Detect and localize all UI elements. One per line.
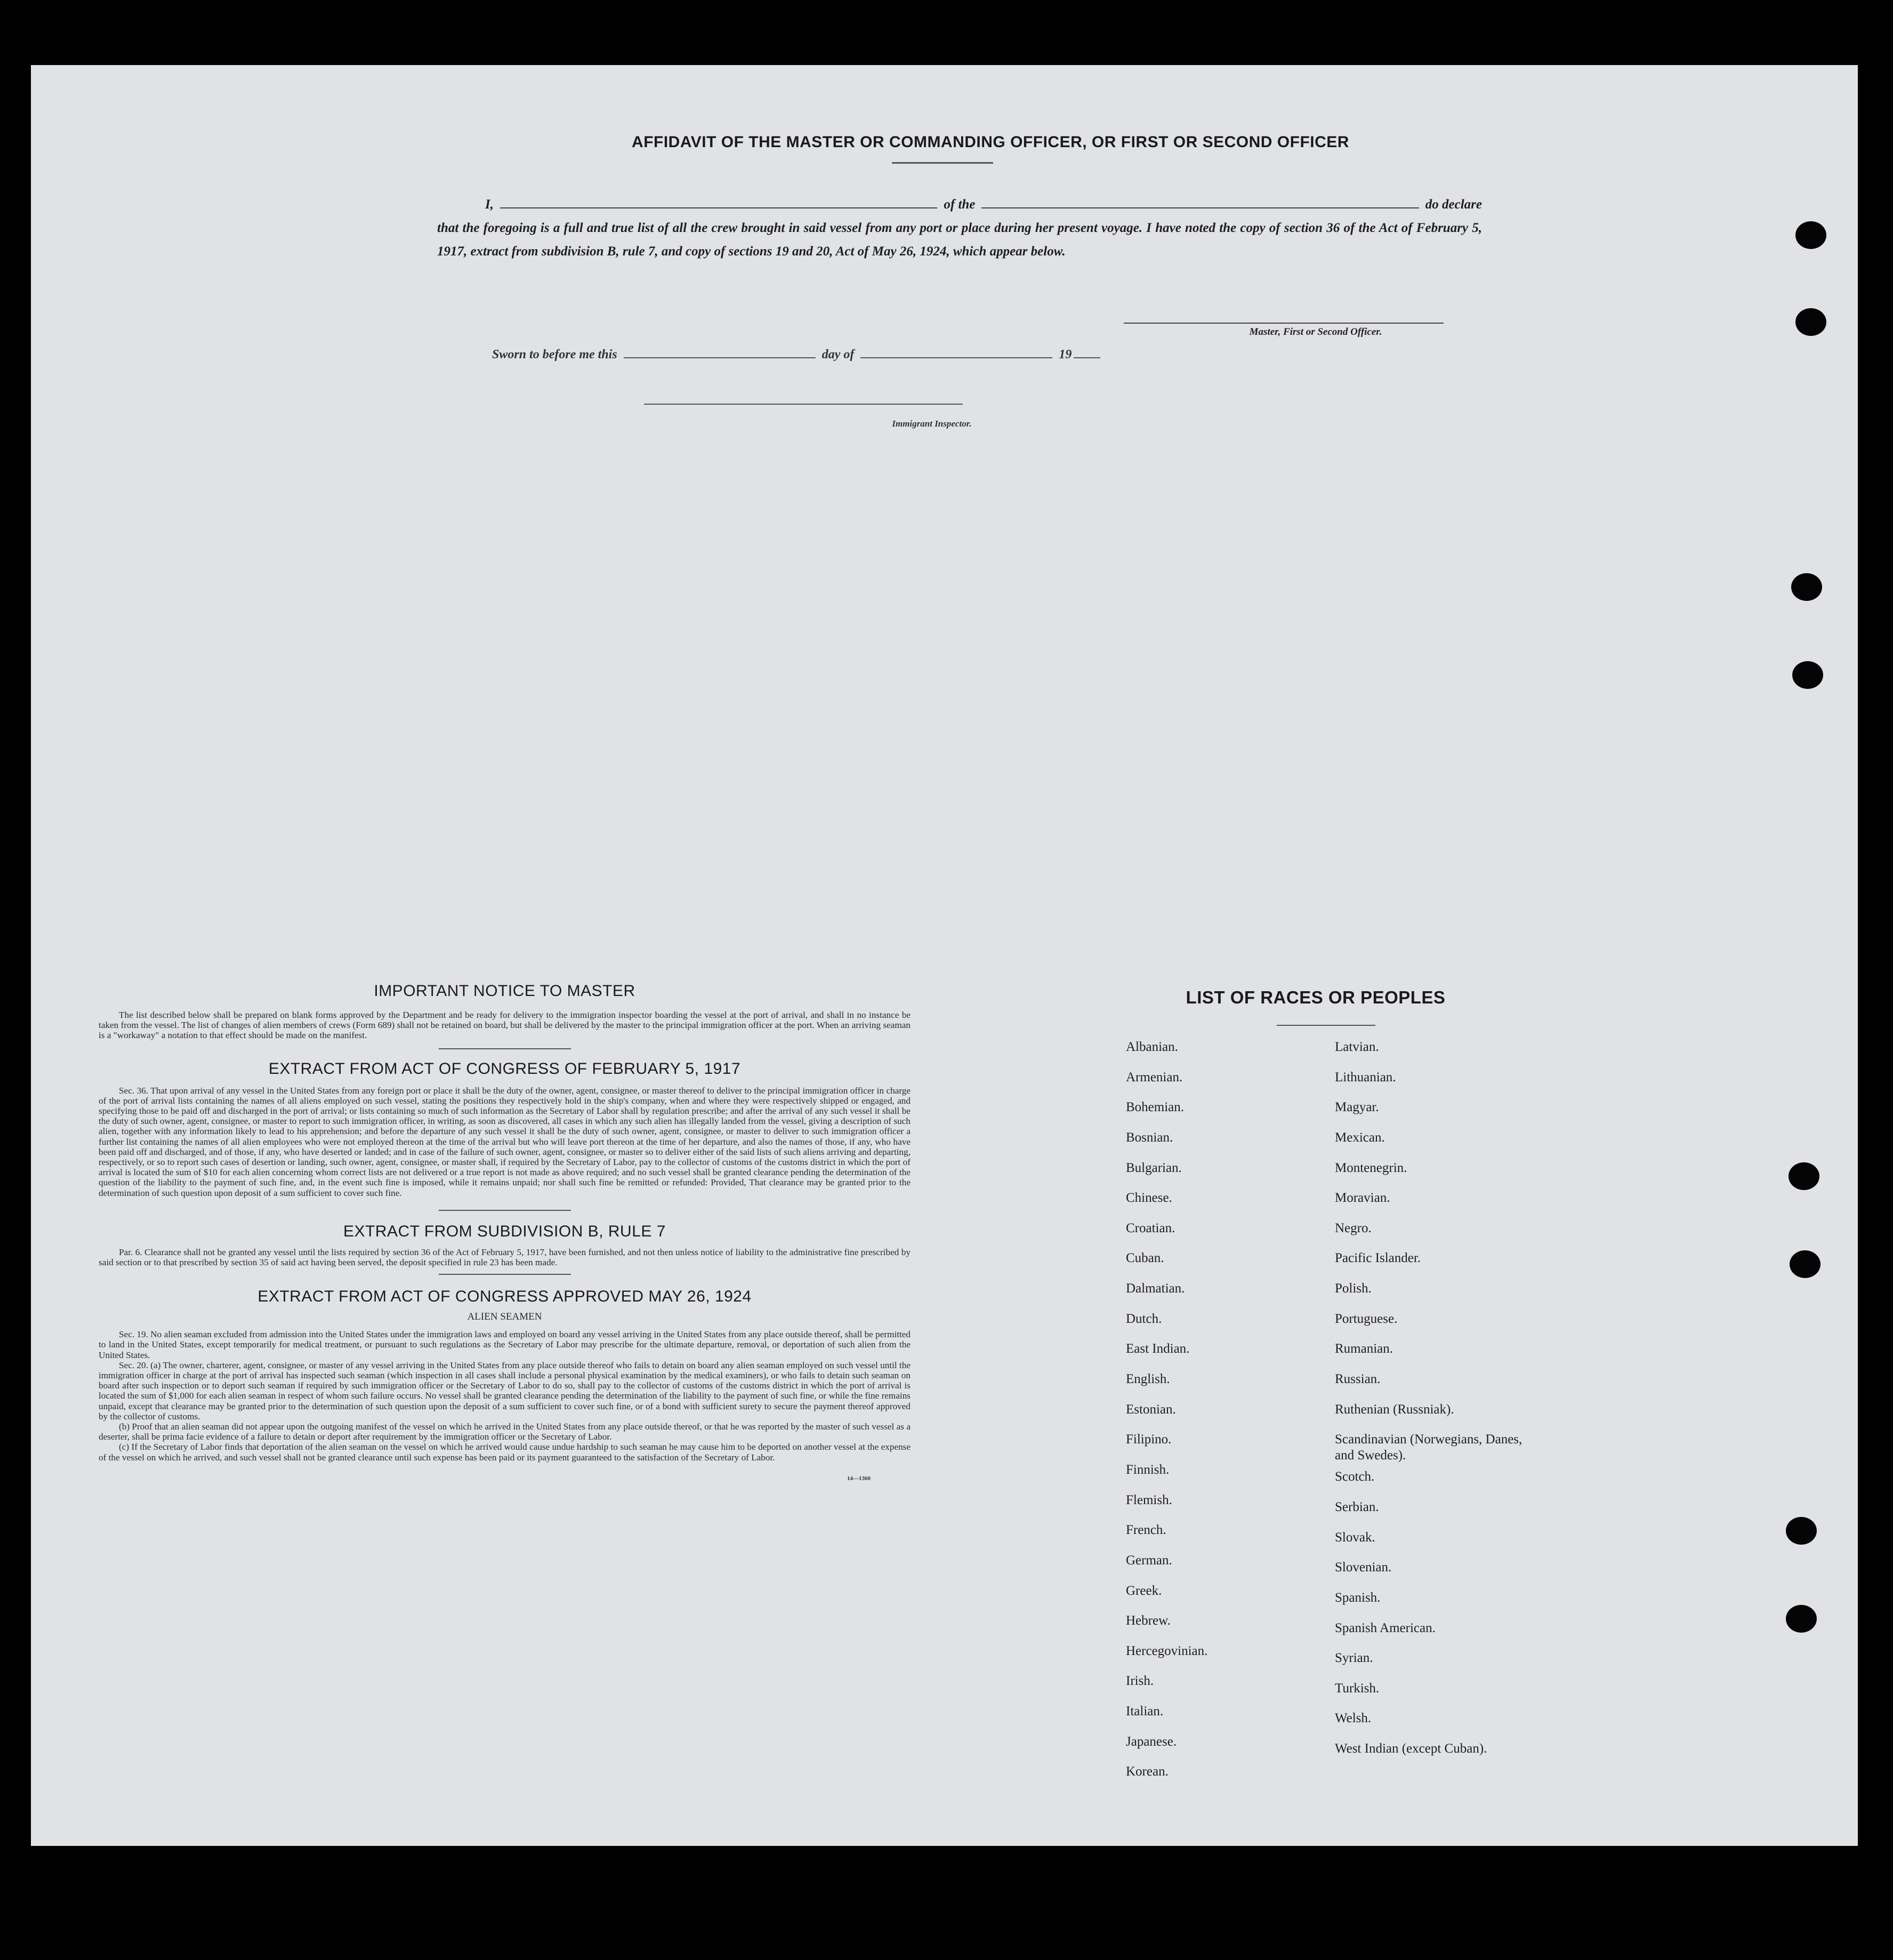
race-item: Dalmatian.	[1126, 1281, 1185, 1296]
name-blank-field[interactable]	[500, 197, 937, 208]
race-item: Turkish.	[1335, 1681, 1380, 1696]
race-item: Russian.	[1335, 1372, 1381, 1387]
race-item: Spanish American.	[1335, 1620, 1436, 1635]
inspector-signature-line[interactable]	[644, 404, 963, 405]
race-item: Bohemian.	[1126, 1100, 1185, 1115]
extract-1917-title: EXTRACT FROM ACT OF CONGRESS OF FEBRUARY 5, 1917	[268, 1059, 741, 1078]
extract-rule7-text: Par. 6. Clearance shall not be granted any vessel until the lists required by section 36 of the Act of February 5, 1917, have been furnished, and not then unless notice of liability to the administrative fine prescribed by said section or to that prescribed by section 35 of said act having been served, the deposit specified in rule 23 has been made.	[99, 1247, 911, 1268]
race-item: Cuban.	[1126, 1251, 1164, 1266]
race-item: Polish.	[1335, 1281, 1372, 1296]
race-item: Scandinavian (Norwegians, Danes, and Swedes).	[1335, 1432, 1523, 1463]
races-column-1	[1126, 1039, 1207, 1794]
race-item: Estonian.	[1126, 1402, 1176, 1417]
affidavit-declaration-line	[437, 193, 1482, 216]
notice-text: The list described below shall be prepared on blank forms approved by the Department and be ready for delivery to the immigration inspector boarding the vessel at the port of arrival, and shall in no instance be taken from the vessel. The list of changes of alien members of crews (Form 689) shall not be retained on board, but shall be delivered by the master to the principal immigration officer at the port. When an arriving seaman is a "workaway" a notation to that effect should be made on the manifest.	[99, 1010, 911, 1041]
race-item: Croatian.	[1126, 1220, 1175, 1235]
extract-1917-divider	[439, 1210, 571, 1211]
race-item: Syrian.	[1335, 1651, 1373, 1666]
affidavit-do-declare: do declare	[1425, 197, 1483, 212]
affidavit-title: AFFIDAVIT OF THE MASTER OR COMMANDING OFFICER, OR FIRST OR SECOND OFFICER	[632, 133, 1349, 151]
binder-hole	[1790, 1250, 1820, 1278]
race-item: Rumanian.	[1335, 1342, 1393, 1356]
vessel-blank-field[interactable]	[981, 197, 1419, 208]
binder-hole	[1791, 573, 1822, 601]
affidavit-text: that the foregoing is a full and true list of all the crew brought in said vessel from any port or place during her present voyage. I have noted the copy of section 36 of the Act of February 5, 1917, extract from subdivision B, rule 7, and copy of sections 19 and 20, Act of May 26, 1924, which appear below.	[437, 221, 1482, 259]
race-item: Japanese.	[1126, 1734, 1177, 1749]
race-item: Bosnian.	[1126, 1130, 1173, 1145]
race-item: West Indian (except Cuban).	[1335, 1741, 1487, 1756]
binder-hole	[1792, 661, 1823, 689]
race-item: Slovenian.	[1335, 1560, 1392, 1575]
binder-hole	[1795, 221, 1826, 249]
notice-divider	[439, 1048, 571, 1049]
race-item: Mexican.	[1335, 1130, 1385, 1145]
race-item: Magyar.	[1335, 1100, 1379, 1115]
extract-rule7-title: EXTRACT FROM SUBDIVISION B, RULE 7	[343, 1222, 666, 1240]
race-item: Montenegrin.	[1335, 1160, 1407, 1175]
race-item: Slovak.	[1335, 1530, 1375, 1545]
races-title: LIST OF RACES OR PEOPLES	[1186, 987, 1446, 1007]
extract-1924-subtitle: ALIEN SEAMEN	[467, 1311, 542, 1323]
affidavit-of-the: of the	[944, 197, 976, 212]
extract-1924-sec20c: (c) If the Secretary of Labor finds that deportation of the alien seaman on the vessel on which he arrived would cause undue hardship to such seaman he may cause him to be deported on another vessel at the expense of the vessel on which he arrived, and such vessel shall not be granted clearance until such expense has been paid or its payment guaranteed to the satisfaction of the Secretary of Labor.	[99, 1442, 911, 1463]
master-signature-label: Master, First or Second Officer.	[1249, 326, 1382, 338]
race-item: Flemish.	[1126, 1492, 1172, 1507]
sworn-prefix: Sworn to before me this	[492, 348, 617, 362]
extract-rule7-divider	[439, 1274, 571, 1275]
binder-hole	[1786, 1517, 1817, 1545]
extract-1924-sec20b: (b) Proof that an alien seaman did not appear upon the outgoing manifest of the vessel on which he arrived in the United States from any place outside thereof, or that he was reported by the master of such vessel as a deserter, shall be prima facie evidence of a failure to detain or deport after requirement by the immigration officer or the Secretary of Labor.	[99, 1421, 911, 1442]
extract-1924-title: EXTRACT FROM ACT OF CONGRESS APPROVED MAY 26, 1924	[257, 1288, 752, 1306]
sworn-year-blank[interactable]	[1074, 348, 1100, 358]
races-title-rule	[1277, 1025, 1375, 1026]
sworn-month-blank[interactable]	[860, 348, 1052, 358]
extract-1924-sec20a: Sec. 20. (a) The owner, charterer, agent, consignee, or master of any vessel arriving in the United States from any place outside thereof who fails to detain on board any alien seaman employed on such vessel until the immigration officer in charge at the port of arrival has inspected such seaman (which inspection in all cases shall include a personal physical examination by the medical examiners), or who fails to detain such seaman on board after such inspection or to deport such seaman if required by such immigration officer or the Secretary of Labor to do so, shall pay to the collector of customs of the customs district in which the port of arrival is located the sum of $1,000 for each alien seaman in respect of whom such failure occurs. No vessel shall be granted clearance pending the determination of the liability to the payment of such fine, or while the fine remains unpaid, except that clearance may be granted prior to the determination of such question upon the deposit of a sum sufficient to cover such fine, or of a bond with sufficient surety to secure the payment thereof approved by the collector of customs.	[99, 1360, 911, 1421]
race-item: Hercegovinian.	[1126, 1643, 1208, 1658]
binder-hole	[1795, 308, 1826, 336]
affidavit-i: I,	[485, 197, 494, 212]
race-item: Spanish.	[1335, 1590, 1381, 1605]
extract-1917-text: Sec. 36. That upon arrival of any vessel in the United States from any foreign port or place it shall be the duty of the owner, agent, consignee, or master thereof to deliver to the principal immigration officer in charge of the port of arrival lists containing the names of all aliens employed on such vessel, stating the positions they respectively hold in the ship's company, when and where they were respectively shipped or engaged, and specifying those to be paid off and discharged in the port of arrival; or lists containing so much of such information as the Secretary of Labor shall by regulation prescribe; and after the arrival of any such vessel it shall be the duty of such owner, agent, consignee, or master to report to such immigration officer, in writing, as soon as discovered, all cases in which any such alien has illegally landed from the vessel, giving a description of such alien, together with any information likely to lead to his apprehension; and before the departure of any such vessel it shall be the duty of such owner, agent, consignee, or master to deliver to such immigration officer a further list containing the names of all alien employees who were not employed thereon at the time of the arrival but who will leave port thereon at the time of her departure, and also the names of those, if any, who have been paid off and discharged, and of those, if any, who have deserted or landed; and in case of the failure of such owner, agent, consignee, or master so to deliver either of the said lists of such aliens arriving and departing, respectively, or so to report such cases of desertion or landing, such owner, agent, consignee, or master shall, if required by the Secretary of Labor, pay to the collector of customs of the customs district in which the port of arrival is located the sum of $10 for each alien concerning whom correct lists are not delivered or a true report is not made as above required; and no such vessel shall be granted clearance pending the determination of the question of the liability to the payment of such fine, and, in the event such fine is imposed, while it remains unpaid; nor shall such fine be remitted or refunded: Provided, That clearance may be granted prior to the determination of such question upon deposit of a sum sufficient to cover such fine.	[99, 1085, 911, 1198]
race-item: Italian.	[1126, 1704, 1164, 1719]
binder-hole	[1786, 1605, 1817, 1633]
race-item: Greek.	[1126, 1583, 1162, 1598]
race-item: French.	[1126, 1523, 1166, 1538]
race-item: Serbian.	[1335, 1499, 1379, 1514]
binder-hole	[1789, 1162, 1819, 1190]
race-item: Latvian.	[1335, 1040, 1379, 1054]
race-item: Negro.	[1335, 1220, 1372, 1235]
extract-1924-sec19: Sec. 19. No alien seaman excluded from admission into the United States under the immigration laws and employed on board any vessel arriving in the United States from any place outside thereof, shall be permitted to land in the United States, except temporarily for medical treatment, or pursuant to such regulations as the Secretary of Labor may prescribe for the ultimate departure, removal, or deportation of such alien from the United States.	[99, 1329, 911, 1360]
race-item: East Indian.	[1126, 1342, 1190, 1356]
race-item: Welsh.	[1335, 1711, 1372, 1726]
sworn-year-prefix: 19	[1059, 348, 1072, 362]
legal-notices	[99, 982, 911, 1482]
affidavit-body	[437, 193, 1482, 263]
race-item: Irish.	[1126, 1674, 1154, 1689]
document-sheet	[31, 65, 1858, 1846]
races-column-2	[1335, 1039, 1527, 1771]
race-item: Korean.	[1126, 1764, 1169, 1779]
race-item: Scotch.	[1335, 1469, 1375, 1484]
race-item: Filipino.	[1126, 1432, 1172, 1447]
affidavit-title-rule	[892, 162, 993, 164]
sworn-day-of: day of	[821, 348, 855, 362]
race-item: German.	[1126, 1553, 1172, 1568]
race-item: Albanian.	[1126, 1040, 1178, 1054]
sworn-line	[492, 348, 1238, 362]
race-item: Pacific Islander.	[1335, 1251, 1421, 1266]
race-item: Dutch.	[1126, 1311, 1162, 1326]
race-item: Hebrew.	[1126, 1613, 1171, 1628]
inspector-label: Immigrant Inspector.	[892, 419, 972, 429]
sworn-day-blank[interactable]	[624, 348, 816, 358]
race-item: Lithuanian.	[1335, 1070, 1396, 1085]
notice-title: IMPORTANT NOTICE TO MASTER	[374, 982, 635, 1000]
race-item: Chinese.	[1126, 1191, 1172, 1206]
race-item: Ruthenian (Russniak).	[1335, 1402, 1454, 1417]
race-item: Moravian.	[1335, 1191, 1390, 1206]
race-item: Finnish.	[1126, 1462, 1170, 1477]
race-item: Bulgarian.	[1126, 1160, 1182, 1175]
race-item: Armenian.	[1126, 1070, 1183, 1085]
master-signature-line[interactable]	[1124, 323, 1444, 324]
race-item: English.	[1126, 1372, 1170, 1387]
form-number: 14—1360	[847, 1475, 871, 1482]
race-item: Portuguese.	[1335, 1311, 1398, 1326]
